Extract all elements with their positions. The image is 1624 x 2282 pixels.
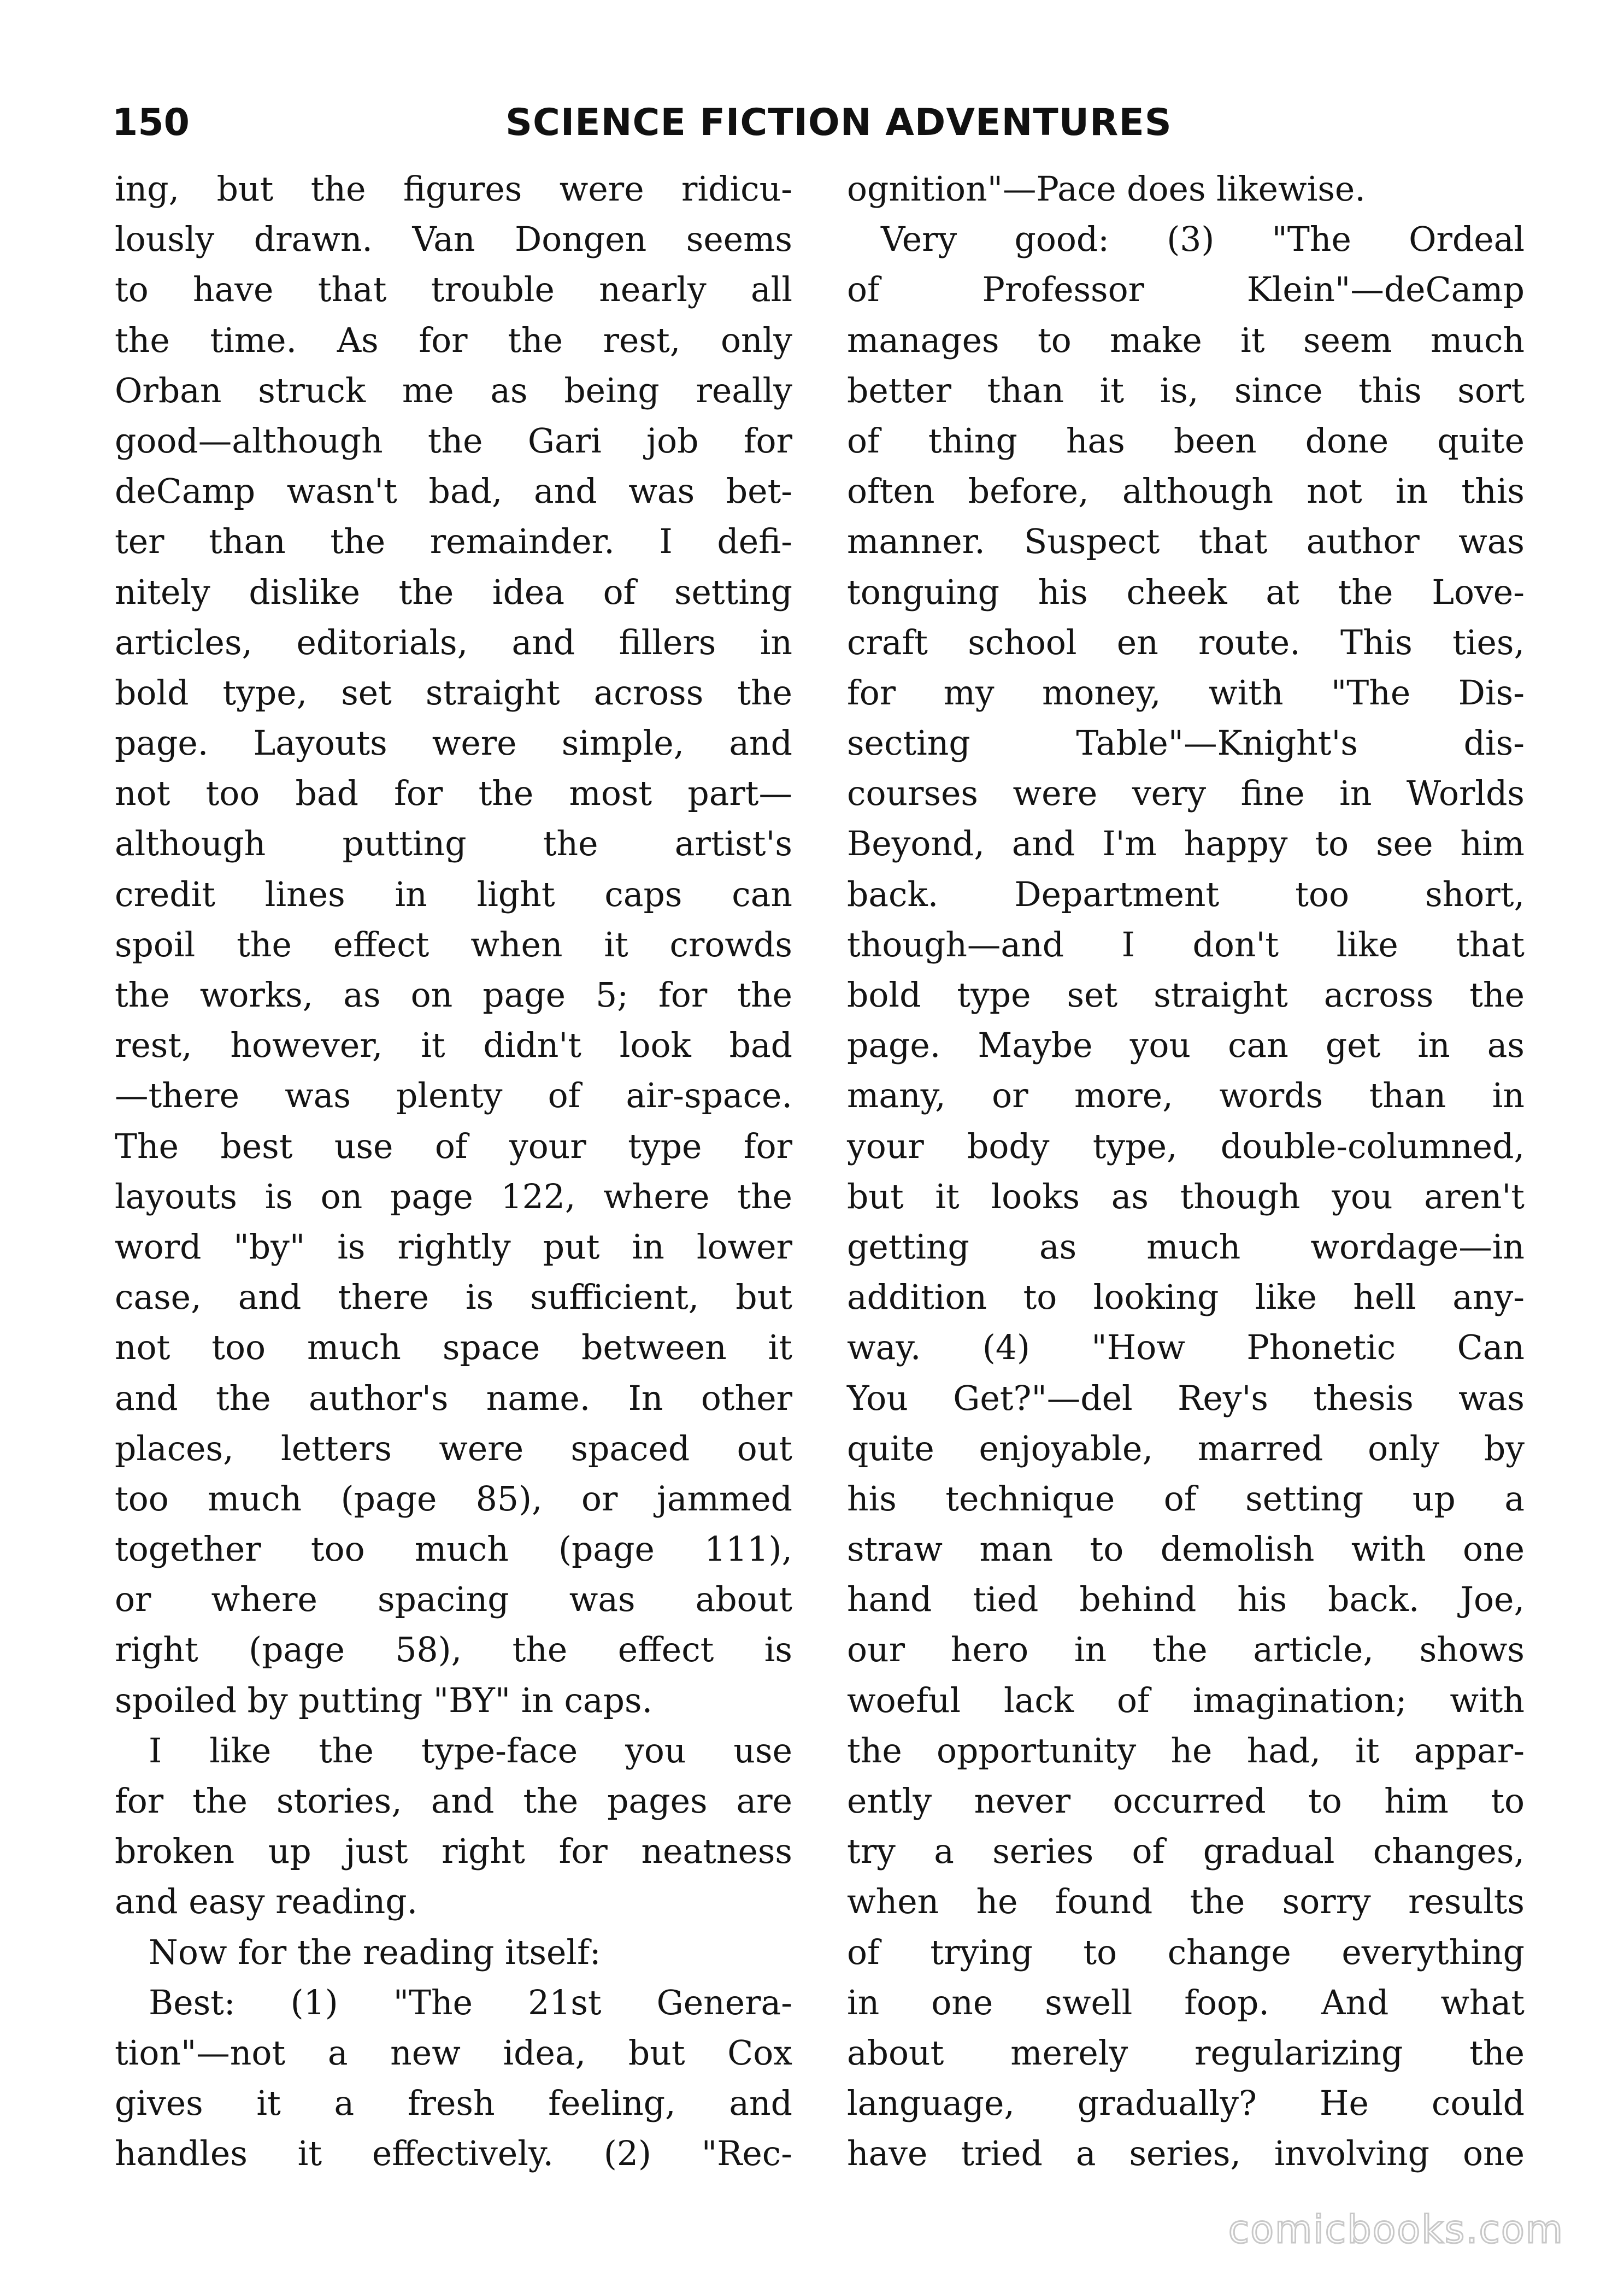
text-line: ently never occurred to him to <box>847 1781 1525 1821</box>
text-line: courses were very fine in Worlds <box>847 774 1525 814</box>
text-line: or where spacing was about <box>115 1580 792 1620</box>
watermark: comicbooks.com <box>1228 2207 1564 2252</box>
text-line: handles it effectively. (2) "Rec- <box>115 2134 792 2174</box>
text-line: for the stories, and the pages are <box>115 1781 792 1821</box>
text-line: tion"—not a new idea, but Cox <box>115 2033 792 2073</box>
text-line: secting Table"—Knight's dis- <box>847 724 1525 763</box>
page-header <box>112 101 1533 161</box>
text-line: Beyond, and I'm happy to see him <box>847 824 1525 864</box>
text-line: Very good: (3) "The Ordeal <box>881 220 1525 260</box>
text-line: Best: (1) "The 21st Genera- <box>149 1983 792 2022</box>
text-line: getting as much wordage—in <box>847 1227 1525 1267</box>
text-line: rest, however, it didn't look bad <box>115 1026 792 1066</box>
page-number: 150 <box>112 101 190 144</box>
text-line: and the author's name. In other <box>115 1378 792 1418</box>
text-line: to have that trouble nearly all <box>115 270 792 310</box>
text-line: back. Department too short, <box>847 874 1525 914</box>
text-line: and easy reading. <box>115 1882 418 1922</box>
text-line: manner. Suspect that author was <box>847 522 1525 562</box>
text-line: have tried a series, involving one <box>847 2134 1525 2174</box>
text-line: craft school en route. This ties, <box>847 622 1525 662</box>
text-line: about merely regularizing the <box>847 2033 1525 2073</box>
text-line: better than it is, since this sort <box>847 370 1525 410</box>
text-line: often before, although not in this <box>847 472 1525 511</box>
running-title: SCIENCE FICTION ADVENTURES <box>505 101 1172 144</box>
text-line: his technique of setting up a <box>847 1479 1525 1519</box>
text-line: language, gradually? He could <box>847 2084 1525 2124</box>
text-line: deCamp wasn't bad, and was bet- <box>115 472 792 511</box>
text-line: of thing has been done quite <box>847 421 1525 461</box>
text-line: credit lines in light caps can <box>115 874 792 914</box>
left-column <box>115 164 792 2179</box>
text-line: not too bad for the most part— <box>115 774 792 814</box>
text-line: Now for the reading itself: <box>149 1932 601 1972</box>
text-line: not too much space between it <box>115 1328 792 1368</box>
text-line: our hero in the article, shows <box>847 1630 1525 1670</box>
text-line: of trying to change everything <box>847 1932 1525 1972</box>
text-line: your body type, double-columned, <box>847 1126 1525 1166</box>
text-line: ing, but the figures were ridicu- <box>115 169 792 209</box>
text-line: bold type, set straight across the <box>115 673 792 713</box>
text-line: good—although the Gari job for <box>115 421 792 461</box>
text-line: gives it a fresh feeling, and <box>115 2084 792 2124</box>
text-line: try a series of gradual changes, <box>847 1832 1525 1872</box>
text-line: although putting the artist's <box>115 824 792 864</box>
text-line: the works, as on page 5; for the <box>115 975 792 1015</box>
text-line: tonguing his cheek at the Love- <box>847 572 1525 612</box>
text-line: The best use of your type for <box>115 1126 792 1166</box>
text-line: spoil the effect when it crowds <box>115 925 792 964</box>
text-line: hand tied behind his back. Joe, <box>847 1580 1525 1620</box>
text-line: right (page 58), the effect is <box>115 1630 792 1670</box>
text-line: bold type set straight across the <box>847 975 1525 1015</box>
text-line: spoiled by putting "BY" in caps. <box>115 1680 653 1720</box>
text-line: word "by" is rightly put in lower <box>115 1227 792 1267</box>
text-line: nitely dislike the idea of setting <box>115 572 792 612</box>
text-line: You Get?"—del Rey's thesis was <box>847 1378 1525 1418</box>
text-line: the time. As for the rest, only <box>115 320 792 360</box>
text-line: in one swell foop. And what <box>847 1983 1525 2022</box>
text-line: woeful lack of imagination; with <box>847 1680 1525 1720</box>
text-line: straw man to demolish with one <box>847 1530 1525 1569</box>
text-line: way. (4) "How Phonetic Can <box>847 1328 1525 1368</box>
text-line: —there was plenty of air-space. <box>115 1076 792 1116</box>
text-line: page. Maybe you can get in as <box>847 1026 1525 1066</box>
text-line: for my money, with "The Dis- <box>847 673 1525 713</box>
text-line: too much (page 85), or jammed <box>115 1479 792 1519</box>
right-column <box>847 164 1525 2179</box>
text-line: but it looks as though you aren't <box>847 1177 1525 1216</box>
text-line: I like the type-face you use <box>149 1731 792 1771</box>
text-line: page. Layouts were simple, and <box>115 724 792 763</box>
text-line: manages to make it seem much <box>847 320 1525 360</box>
text-line: quite enjoyable, marred only by <box>847 1428 1525 1468</box>
text-line: ter than the remainder. I defi- <box>115 522 792 562</box>
text-line: articles, editorials, and fillers in <box>115 622 792 662</box>
text-line: many, or more, words than in <box>847 1076 1525 1116</box>
text-line: addition to looking like hell any- <box>847 1278 1525 1318</box>
text-line: layouts is on page 122, where the <box>115 1177 792 1216</box>
text-line: ognition"—Pace does likewise. <box>847 169 1366 209</box>
text-line: when he found the sorry results <box>847 1882 1525 1922</box>
text-line: places, letters were spaced out <box>115 1428 792 1468</box>
text-line: though—and I don't like that <box>847 925 1525 964</box>
text-line: of Professor Klein"—deCamp <box>847 270 1525 310</box>
text-line: lously drawn. Van Dongen seems <box>115 220 792 260</box>
text-line: Orban struck me as being really <box>115 370 792 410</box>
text-line: case, and there is sufficient, but <box>115 1278 792 1318</box>
text-line: the opportunity he had, it appar- <box>847 1731 1525 1771</box>
text-line: together too much (page 111), <box>115 1530 792 1569</box>
text-line: broken up just right for neatness <box>115 1832 792 1872</box>
